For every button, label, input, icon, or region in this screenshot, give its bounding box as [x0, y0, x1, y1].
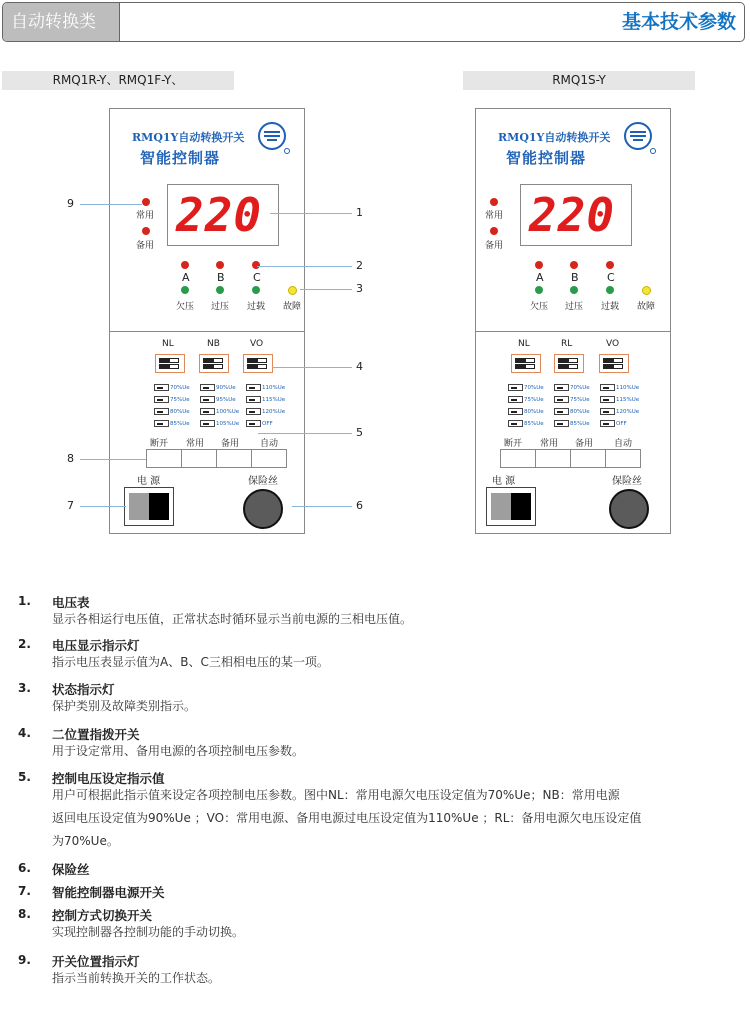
dip-header-nl: NL — [518, 339, 530, 349]
dip-switch-vo[interactable] — [599, 354, 629, 373]
page-header — [2, 2, 745, 42]
category-tab: 自动转换类 — [3, 3, 120, 41]
controller-panel-left — [109, 108, 305, 534]
phase-b-label: B — [571, 271, 579, 284]
phase-b-led — [570, 261, 578, 269]
callout-line-7 — [80, 506, 126, 507]
undervoltage-led — [535, 286, 543, 294]
phase-b-label: B — [217, 271, 225, 284]
section-title: 基本技术参数 — [621, 11, 736, 33]
voltmeter-display — [520, 184, 632, 246]
phase-a-label: A — [536, 271, 544, 284]
volt-setting: 100%Ue — [200, 408, 239, 417]
panel-upper — [110, 109, 304, 331]
brand-text: RMQ1Y自动转换开关 — [498, 131, 611, 144]
standby-source-label: 备用 — [136, 241, 155, 251]
dip-switch-nb[interactable] — [199, 354, 229, 373]
phase-c-label: C — [607, 271, 615, 284]
dip-switch-rl[interactable] — [554, 354, 584, 373]
dip-header-vo: VO — [250, 339, 264, 349]
volt-setting: 85%Ue — [554, 420, 590, 429]
voltmeter-display — [167, 184, 279, 246]
dip-header-vo: VO — [606, 339, 620, 349]
mode-label-off: 断开 — [504, 439, 523, 449]
volt-setting: 110%Ue — [246, 384, 285, 393]
volt-setting: 75%Ue — [554, 396, 590, 405]
phase-c-label: C — [253, 271, 261, 284]
phase-c-led — [606, 261, 614, 269]
callout-line-5 — [258, 433, 352, 434]
volt-setting: OFF — [246, 420, 273, 429]
callout-2: 2 — [356, 259, 363, 272]
callout-7: 7 — [67, 499, 74, 512]
phase-b-led — [216, 261, 224, 269]
dip-header-nb: NB — [207, 339, 220, 349]
volt-setting: 95%Ue — [200, 396, 236, 405]
overload-label: 过载 — [247, 302, 266, 312]
fault-label: 故障 — [637, 302, 656, 312]
dip-switch-nl[interactable] — [155, 354, 185, 373]
mode-standby-button[interactable] — [570, 449, 606, 468]
callout-line-3 — [300, 289, 352, 290]
volt-setting: 80%Ue — [554, 408, 590, 417]
volt-setting: 120%Ue — [600, 408, 639, 417]
voltage-reading: 220 — [176, 188, 263, 242]
standby-source-led — [490, 227, 498, 235]
brand-text: RMQ1Y自动转换开关 — [132, 131, 245, 144]
panel-title: 智能控制器 — [506, 149, 587, 167]
dip-header-rl: RL — [561, 339, 573, 349]
power-label: 电 源 — [137, 476, 161, 487]
mode-off-button[interactable] — [500, 449, 536, 468]
mode-label-normal: 常用 — [540, 439, 559, 449]
volt-setting: 105%Ue — [200, 420, 239, 429]
undervoltage-led — [181, 286, 189, 294]
callout-4: 4 — [356, 360, 363, 373]
overvoltage-led — [216, 286, 224, 294]
mode-auto-button[interactable] — [605, 449, 641, 468]
mode-normal-button[interactable] — [535, 449, 571, 468]
callout-1: 1 — [356, 206, 363, 219]
callout-line-6 — [292, 506, 352, 507]
volt-setting: 110%Ue — [600, 384, 639, 393]
controller-panel-right — [475, 108, 671, 534]
power-switch[interactable] — [124, 487, 174, 526]
volt-setting: 85%Ue — [154, 420, 190, 429]
overload-led — [252, 286, 260, 294]
volt-setting: 120%Ue — [246, 408, 285, 417]
callout-line-9 — [80, 204, 142, 205]
normal-source-led — [142, 198, 150, 206]
normal-source-label: 常用 — [485, 211, 504, 221]
volt-setting: 70%Ue — [154, 384, 190, 393]
power-switch[interactable] — [486, 487, 536, 526]
volt-setting: 75%Ue — [508, 396, 544, 405]
mode-label-auto: 自动 — [260, 439, 279, 449]
volt-setting: 115%Ue — [246, 396, 285, 405]
standby-source-label: 备用 — [485, 241, 504, 251]
callout-line-4 — [272, 367, 352, 368]
volt-setting: 115%Ue — [600, 396, 639, 405]
standby-source-led — [142, 227, 150, 235]
dip-switch-nl[interactable] — [511, 354, 541, 373]
phase-a-led — [535, 261, 543, 269]
overvoltage-label: 过压 — [211, 302, 230, 312]
callout-line-2 — [257, 266, 352, 267]
panel-title: 智能控制器 — [140, 149, 221, 167]
overload-label: 过载 — [601, 302, 620, 312]
power-label: 电 源 — [492, 476, 516, 487]
volt-setting: 90%Ue — [200, 384, 236, 393]
volt-setting: 80%Ue — [154, 408, 190, 417]
mode-off-button[interactable] — [146, 449, 182, 468]
brand-logo-icon — [257, 121, 291, 155]
mode-label-standby: 备用 — [221, 439, 240, 449]
mode-normal-button[interactable] — [181, 449, 217, 468]
callout-9: 9 — [67, 197, 74, 210]
overvoltage-led — [570, 286, 578, 294]
mode-auto-button[interactable] — [251, 449, 287, 468]
mode-label-off: 断开 — [150, 439, 169, 449]
volt-setting: 70%Ue — [554, 384, 590, 393]
fault-led — [288, 286, 297, 295]
overload-led — [606, 286, 614, 294]
fuse-holder[interactable] — [243, 489, 283, 529]
volt-setting: 75%Ue — [154, 396, 190, 405]
volt-setting: 80%Ue — [508, 408, 544, 417]
callout-8: 8 — [67, 452, 74, 465]
panel-lower — [476, 331, 670, 534]
brand-logo-icon — [623, 121, 657, 155]
callout-5: 5 — [356, 426, 363, 439]
phase-a-led — [181, 261, 189, 269]
fuse-holder[interactable] — [609, 489, 649, 529]
fault-led — [642, 286, 651, 295]
mode-label-standby: 备用 — [575, 439, 594, 449]
mode-label-normal: 常用 — [186, 439, 205, 449]
volt-setting: OFF — [600, 420, 627, 429]
panel-upper — [476, 109, 670, 331]
model-label-right: RMQ1S-Y — [463, 71, 695, 90]
fuse-label: 保险丝 — [248, 476, 278, 487]
voltage-reading: 220 — [529, 188, 616, 242]
callout-3: 3 — [356, 282, 363, 295]
fuse-label: 保险丝 — [612, 476, 642, 487]
mode-standby-button[interactable] — [216, 449, 252, 468]
normal-source-led — [490, 198, 498, 206]
phase-c-led — [252, 261, 260, 269]
volt-setting: 70%Ue — [508, 384, 544, 393]
mode-label-auto: 自动 — [614, 439, 633, 449]
dip-header-nl: NL — [162, 339, 174, 349]
undervoltage-label: 欠压 — [530, 302, 549, 312]
dip-switch-vo[interactable] — [243, 354, 273, 373]
overvoltage-label: 过压 — [565, 302, 584, 312]
callout-line-1 — [270, 213, 352, 214]
callout-line-8 — [80, 459, 146, 460]
callout-6: 6 — [356, 499, 363, 512]
normal-source-label: 常用 — [136, 211, 155, 221]
volt-setting: 85%Ue — [508, 420, 544, 429]
phase-a-label: A — [182, 271, 190, 284]
model-label-left: RMQ1R-Y、RMQ1F-Y、 — [2, 71, 234, 90]
undervoltage-label: 欠压 — [176, 302, 195, 312]
fault-label: 故障 — [283, 302, 302, 312]
